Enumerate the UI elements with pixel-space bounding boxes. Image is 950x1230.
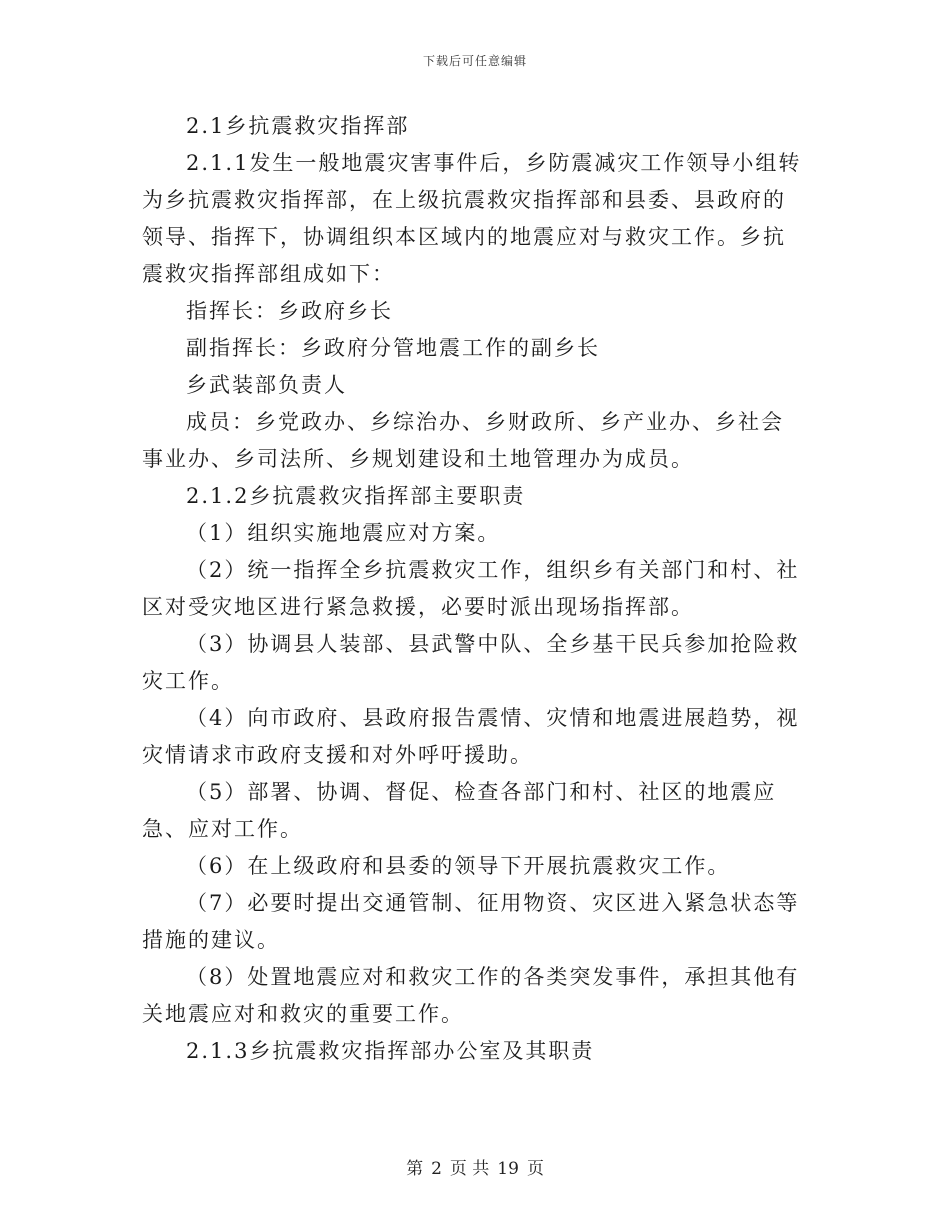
footer-middle: 页 共 — [449, 1159, 490, 1179]
armed-forces-line: 乡武装部负责人 — [186, 373, 347, 397]
duty-item-8: （8）处置地震应对和救灾工作的各类突发事件，承担其他有关地震应对和救灾的重要工作。 — [142, 965, 800, 1026]
commander-line: 指挥长：乡政府乡长 — [186, 299, 393, 323]
document-body — [142, 108, 806, 1070]
duty-item-7: （7）必要时提出交通管制、征用物资、灾区进入紧急状态等措施的建议。 — [142, 891, 800, 952]
duty-item-5: （5）部署、协调、督促、检查各部门和村、社区的地震应急、应对工作。 — [142, 780, 777, 841]
footer-prefix: 第 — [406, 1159, 424, 1179]
duty-item-1: （1）组织实施地震应对方案。 — [186, 521, 501, 545]
footer-page-number: 2 — [431, 1159, 442, 1179]
section-heading-2-1: 2.1乡抗震救灾指挥部 — [186, 114, 410, 138]
duty-item-3: （3）协调县人装部、县武警中队、全乡基干民兵参加抢险救灾工作。 — [142, 632, 800, 693]
duty-item-2: （2）统一指挥全乡抗震救灾工作，组织乡有关部门和村、社区对受灾地区进行紧急救援，必要时派出现场指挥部。 — [142, 558, 800, 619]
page-footer — [0, 1154, 950, 1179]
duty-item-4: （4）向市政府、县政府报告震情、灾情和地震进展趋势，视灾情请求市政府支援和对外呼吁援助。 — [142, 706, 800, 767]
footer-suffix: 页 — [526, 1159, 544, 1179]
members-paragraph: 成员：乡党政办、乡综治办、乡财政所、乡产业办、乡社会事业办、乡司法所、乡规划建设和土地管理办为成员。 — [142, 410, 784, 471]
section-heading-2-1-3: 2.1.3乡抗震救灾指挥部办公室及其职责 — [186, 1039, 595, 1063]
deputy-commander-line: 副指挥长：乡政府分管地震工作的副乡长 — [186, 336, 600, 360]
duty-item-6: （6）在上级政府和县委的领导下开展抗震救灾工作。 — [186, 854, 731, 878]
section-heading-2-1-2: 2.1.2乡抗震救灾指挥部主要职责 — [186, 484, 526, 508]
page-header-note: 下载后可任意编辑 — [422, 54, 527, 68]
footer-total-pages: 19 — [497, 1159, 519, 1179]
paragraph-2-1-1: 2.1.1发生一般地震灾害事件后，乡防震减灾工作领导小组转为乡抗震救灾指挥部，在上级抗震救灾指挥部和县委、县政府的领导、指挥下，协调组织本区域内的地震应对与救灾工作。乡抗震救灾指挥部组成如下： — [142, 151, 802, 286]
